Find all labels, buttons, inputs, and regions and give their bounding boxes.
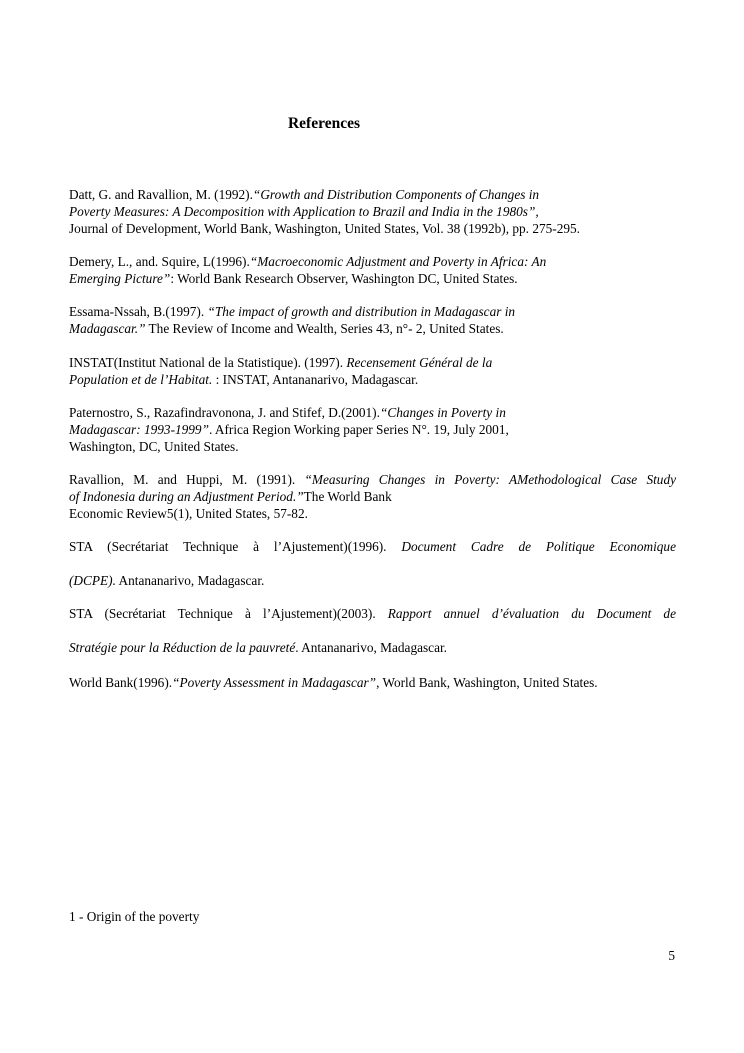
reference-item: STA (Secrétariat Technique à l’Ajustement)(1996). Document Cadre de Politique Economique (DCPE). Antananarivo, Madagascar. <box>69 539 676 588</box>
reference-item: Demery, L., and. Squire, L(1996).“Macroeconomic Adjustment and Poverty in Africa: An Emerging Picture”: World Bank Research Observer, Washington DC, United States. <box>69 254 547 286</box>
footnote: 1 - Origin of the poverty <box>69 909 200 924</box>
reference-item: Datt, G. and Ravallion, M. (1992).“Growth and Distribution Components of Changes in Poverty Measures: A Decomposition with Application to Brazil and India in the 1980s”, Journal of Development, World Bank, Washington, United States, Vol. 38 (1992b), pp. 275-295. <box>69 187 580 236</box>
page-title: References <box>287 115 360 132</box>
reference-item: Ravallion, M. and Huppi, M. (1991). “Measuring Changes in Poverty: AMethodological Case Study of Indonesia during an Adjustment Period.”The World Bank Economic Review5(1), United States, 57-82. <box>69 472 676 521</box>
reference-item: STA (Secrétariat Technique à l’Ajustement)(2003). Rapport annuel d’évaluation du Document de Stratégie pour la Réduction de la pauvreté. Antananarivo, Madagascar. <box>69 606 676 655</box>
reference-item: World Bank(1996).“Poverty Assessment in Madagascar”, World Bank, Washington, United States. <box>69 675 598 690</box>
reference-item: Essama-Nssah, B.(1997). “The impact of growth and distribution in Madagascar in Madagascar.” The Review of Income and Wealth, Series 43, n°- 2, United States. <box>69 304 516 336</box>
page-number: 5 <box>668 948 675 963</box>
reference-item: INSTAT(Institut National de la Statistique). (1997). Recensement Général de la Population et de l’Habitat. : INSTAT, Antananarivo, Madagascar. <box>69 355 493 387</box>
reference-item: Paternostro, S., Razafindravononа, J. and Stifef, D.(2001).“Changes in Poverty in Madagascar: 1993-1999”. Africa Region Working paper Series N°. 19, July 2001, Washington, DC, United States. <box>69 405 509 454</box>
